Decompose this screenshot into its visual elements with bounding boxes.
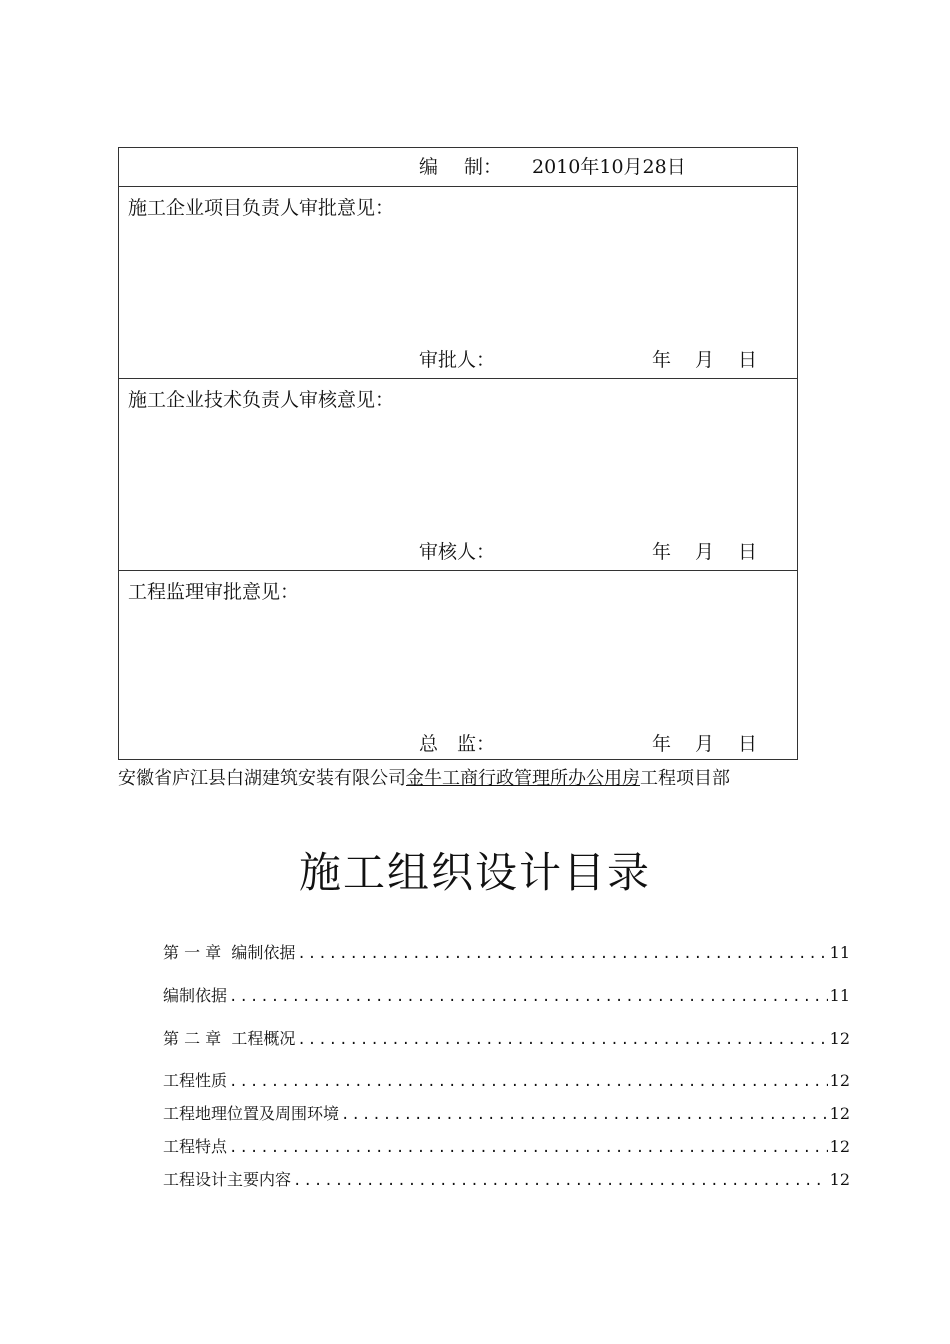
toc-entry-label: 第 二 章 工程概况 bbox=[163, 1029, 296, 1048]
compile-row bbox=[119, 148, 797, 186]
toc-entry-label: 工程性质 bbox=[163, 1071, 228, 1090]
toc-title: 施工组织设计目录 bbox=[298, 848, 651, 897]
compile-date: 2010年10月28日 bbox=[532, 156, 686, 178]
toc-leader bbox=[229, 989, 828, 1005]
toc-entry-page: 12 bbox=[829, 1137, 850, 1156]
toc-leader bbox=[297, 946, 827, 962]
toc-entry-page: 11 bbox=[829, 986, 850, 1005]
approval-table bbox=[118, 147, 798, 760]
supervision-approval-section bbox=[119, 570, 797, 762]
toc-leader bbox=[341, 1107, 828, 1123]
day-label: 日 bbox=[738, 349, 758, 371]
toc-entry[interactable] bbox=[163, 1167, 850, 1190]
project-name: 金牛工商行政管理所办公用房 bbox=[406, 768, 640, 789]
toc-entry[interactable] bbox=[163, 1101, 850, 1124]
toc-leader bbox=[297, 1032, 827, 1048]
compile-label-2: 制： bbox=[464, 156, 503, 178]
toc-entry[interactable] bbox=[163, 1026, 850, 1049]
year-label: 年 bbox=[652, 541, 672, 563]
toc-entry-page: 12 bbox=[829, 1104, 850, 1123]
date-placeholder bbox=[652, 729, 757, 756]
date-placeholder bbox=[652, 345, 757, 372]
day-label: 日 bbox=[738, 733, 758, 755]
month-label: 月 bbox=[695, 349, 715, 371]
toc-entry-page: 12 bbox=[829, 1170, 850, 1189]
month-label: 月 bbox=[695, 541, 715, 563]
signer-label: 总 监： bbox=[419, 733, 496, 755]
toc-entry-page: 12 bbox=[829, 1029, 850, 1048]
compile-line bbox=[419, 152, 686, 179]
compile-label: 编 bbox=[419, 156, 439, 178]
toc-entry-label: 编制依据 bbox=[163, 986, 228, 1005]
section-title: 工程监理审批意见： bbox=[128, 581, 300, 603]
toc-entry-label: 第 一 章 编制依据 bbox=[163, 943, 296, 962]
company-name: 安徽省庐江县白湖建筑安装有限公司 bbox=[118, 768, 406, 789]
signer-label: 审核人： bbox=[419, 541, 496, 563]
toc-entry-page: 11 bbox=[829, 943, 850, 962]
toc-entry-label: 工程设计主要内容 bbox=[163, 1170, 292, 1189]
section-title: 施工企业项目负责人审批意见： bbox=[128, 197, 395, 219]
date-placeholder bbox=[652, 537, 757, 564]
signer-label: 审批人： bbox=[419, 349, 496, 371]
technical-lead-review-section bbox=[119, 378, 797, 570]
toc-entry[interactable] bbox=[163, 1134, 850, 1157]
toc-leader bbox=[229, 1140, 828, 1156]
toc-leader bbox=[229, 1074, 828, 1090]
year-label: 年 bbox=[652, 349, 672, 371]
toc-entry[interactable] bbox=[163, 1068, 850, 1091]
project-manager-approval-section bbox=[119, 186, 797, 378]
toc-entry[interactable] bbox=[163, 940, 850, 963]
toc-entry-label: 工程特点 bbox=[163, 1137, 228, 1156]
month-label: 月 bbox=[695, 733, 715, 755]
day-label: 日 bbox=[738, 541, 758, 563]
project-dept: 工程项目部 bbox=[640, 768, 730, 789]
toc-entry[interactable] bbox=[163, 983, 850, 1006]
toc-leader bbox=[293, 1173, 828, 1189]
year-label: 年 bbox=[652, 733, 672, 755]
toc-entry-label: 工程地理位置及周围环境 bbox=[163, 1104, 340, 1123]
toc-entry-page: 12 bbox=[829, 1071, 850, 1090]
section-title: 施工企业技术负责人审核意见： bbox=[128, 389, 395, 411]
company-project-line bbox=[118, 764, 730, 790]
